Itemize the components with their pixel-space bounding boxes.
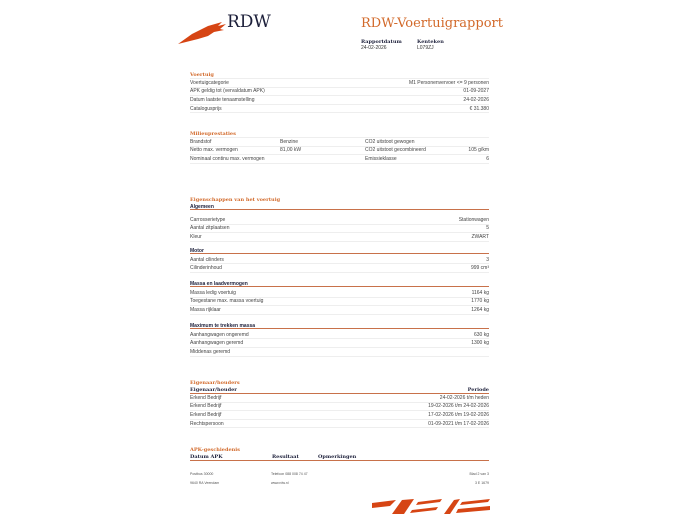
plate-label: Kenteken bbox=[417, 39, 444, 45]
cell: 1164 kg bbox=[471, 289, 489, 296]
section-milieu bbox=[190, 131, 489, 164]
table-row bbox=[190, 216, 489, 225]
cell: Massa rijklaar bbox=[190, 306, 221, 313]
section-eigenaar bbox=[190, 380, 489, 428]
table-row bbox=[190, 233, 489, 242]
cell: Middenas geremd bbox=[190, 348, 231, 355]
report-date-label: Rapportdatum bbox=[361, 39, 402, 45]
plate bbox=[417, 39, 444, 51]
section-title: Eigenschappen van het voertuig bbox=[190, 197, 281, 203]
property-group bbox=[190, 323, 489, 357]
report-date bbox=[361, 39, 402, 51]
cell: Aantal zitplaatsen bbox=[190, 225, 230, 232]
cell: 6 bbox=[486, 155, 489, 162]
table-row bbox=[190, 289, 489, 298]
cell: Stationwagen bbox=[458, 216, 489, 223]
property-group bbox=[190, 281, 489, 315]
cell: Aantal cilinders bbox=[190, 256, 224, 263]
cell: Erkend Bedrijf bbox=[190, 403, 222, 410]
cell: Erkend Bedrijf bbox=[190, 394, 222, 401]
table-row bbox=[190, 403, 489, 412]
cell: Aanhangwagen ongeremd bbox=[190, 331, 249, 338]
report-date-value: 24-02-2026 bbox=[361, 45, 387, 51]
cell: 105 g/km bbox=[468, 147, 489, 154]
cell: Nominaal continu max. vermogen bbox=[190, 155, 265, 162]
table-row bbox=[190, 79, 489, 88]
cell: Rechtspersoon bbox=[190, 420, 224, 427]
cell: € 31.380 bbox=[469, 105, 489, 112]
cell: 17-02-2026 t/m 19-02-2026 bbox=[428, 411, 489, 418]
cell: ZWART bbox=[471, 233, 489, 240]
col-result: Resultaat bbox=[272, 454, 299, 460]
section-title: Milieuprestaties bbox=[190, 131, 489, 138]
table-row bbox=[190, 105, 489, 114]
table-row bbox=[190, 256, 489, 265]
cell: Toegestane max. massa voertuig bbox=[190, 298, 264, 305]
table-row bbox=[190, 264, 489, 273]
section-eigenschappen bbox=[190, 197, 489, 357]
table-row bbox=[190, 339, 489, 348]
col-period: Periode bbox=[467, 387, 489, 393]
footer-web: www.rdw.nl bbox=[271, 481, 289, 485]
cell: Cilinderinhoud bbox=[190, 265, 222, 272]
table-row bbox=[190, 147, 489, 156]
table-header bbox=[190, 454, 489, 461]
section-title: APK-geschiedenis bbox=[190, 447, 240, 453]
col-owner: Eigenaar/houder bbox=[190, 387, 237, 393]
table-row bbox=[190, 348, 489, 357]
footer-phone: Telefoon 088 008 74 47 bbox=[271, 472, 308, 476]
table-row bbox=[190, 306, 489, 315]
group-title: Algemeen bbox=[190, 204, 489, 210]
footer-address2: 9640 RA Veendam bbox=[190, 481, 220, 485]
cell: Erkend Bedrijf bbox=[190, 411, 222, 418]
table-row bbox=[190, 155, 489, 164]
cell: M1 Personenvervoer <= 9 personen bbox=[408, 79, 489, 86]
col-remarks: Opmerkingen bbox=[318, 454, 357, 460]
rdw-stripes-graphic-icon bbox=[372, 496, 492, 514]
cell: 24-02-2026 t/m heden bbox=[439, 394, 489, 401]
cell: 5 bbox=[486, 225, 489, 232]
property-group bbox=[190, 204, 489, 242]
cell: 19-02-2026 t/m 24-02-2026 bbox=[428, 403, 489, 410]
cell: CO2 uitstoot gecombineerd bbox=[365, 147, 426, 154]
table-row bbox=[190, 138, 489, 147]
section-title: Eigenaar/houders bbox=[190, 380, 240, 386]
table-row bbox=[190, 411, 489, 420]
group-title: Motor bbox=[190, 248, 489, 254]
table-header bbox=[190, 387, 489, 394]
cell: 01-09-2027 bbox=[463, 88, 489, 95]
rdw-logo-icon bbox=[178, 20, 230, 46]
plate-value: L079ZJ bbox=[417, 45, 434, 51]
cell: Catalogusprijs bbox=[190, 105, 222, 112]
cell: APK geldig tot (vervaldatum APK) bbox=[190, 88, 265, 95]
table-row bbox=[190, 420, 489, 429]
cell: Datum laatste tenaamstelling bbox=[190, 96, 255, 103]
cell: Brandstof bbox=[190, 138, 212, 145]
property-group bbox=[190, 248, 489, 273]
table-row bbox=[190, 331, 489, 340]
col-date: Datum APK bbox=[190, 454, 223, 460]
section-title: Voertuig bbox=[190, 72, 489, 79]
cell: Kleur bbox=[190, 233, 202, 240]
section-apk bbox=[190, 447, 489, 461]
cell: 81,00 kW bbox=[280, 147, 302, 154]
cell: Massa ledig voertuig bbox=[190, 289, 236, 296]
group-title: Maximum te trekken massa bbox=[190, 323, 489, 329]
cell: 01-09-2021 t/m 17-02-2026 bbox=[428, 420, 489, 427]
cell: 999 cm³ bbox=[470, 265, 489, 272]
cell: 1264 kg bbox=[471, 306, 489, 313]
table-row bbox=[190, 394, 489, 403]
cell: Aanhangwagen geremd bbox=[190, 340, 244, 347]
cell: 1300 kg bbox=[471, 340, 489, 347]
cell: 3 bbox=[486, 256, 489, 263]
cell: Voertuigcategorie bbox=[190, 79, 229, 86]
table-row bbox=[190, 298, 489, 307]
table-row bbox=[190, 88, 489, 97]
cell: Benzine bbox=[280, 138, 299, 145]
section-voertuig bbox=[190, 72, 489, 113]
table-row bbox=[190, 225, 489, 234]
footer-page: Blad 2 van 3 bbox=[469, 472, 489, 476]
cell: 1770 kg bbox=[471, 298, 489, 305]
logo-text: RDW bbox=[227, 12, 271, 32]
footer-address1: Postbus 30000 bbox=[190, 472, 214, 476]
footer-code: 3 E 1679 bbox=[474, 481, 489, 485]
report-title: RDW-Voertuigrapport bbox=[361, 16, 503, 31]
cell: Netto max. vermogen bbox=[190, 147, 238, 154]
cell: Emissieklasse bbox=[365, 155, 397, 162]
cell: 630 kg bbox=[473, 331, 489, 338]
cell: Carrosserietype bbox=[190, 216, 226, 223]
cell: 24-02-2026 bbox=[463, 96, 489, 103]
group-title: Massa en laadvermogen bbox=[190, 281, 489, 287]
cell: CO2 uitstoot gewogen bbox=[365, 138, 415, 145]
table-row bbox=[190, 96, 489, 105]
